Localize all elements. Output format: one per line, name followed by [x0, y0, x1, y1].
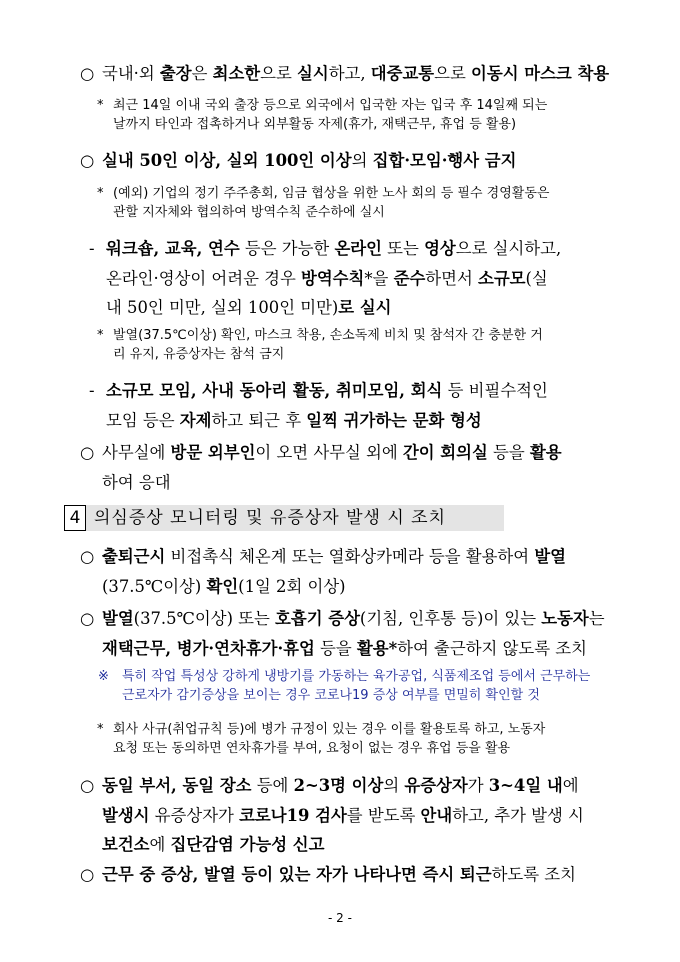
bullet-marker: ○: [80, 151, 95, 170]
bold-text: 워크숍, 교육, 연수: [106, 239, 240, 258]
text-run: 하고, 추가 발생 시: [452, 805, 584, 825]
text-run: (기침, 인후통 등)이 있는: [359, 609, 542, 628]
text-run: 사무실에: [102, 443, 171, 462]
bullet-marker: ○: [80, 776, 95, 795]
text-line: [122, 669, 590, 685]
page-number: - 2 -: [328, 911, 352, 925]
text-line: [113, 347, 284, 363]
text-run: (37.5℃이상) 또는: [133, 609, 276, 628]
bold-text: 유증상자: [404, 776, 468, 795]
bold-text: 코로나19 검사: [239, 805, 347, 825]
text-line: [102, 473, 171, 493]
text-run: (실: [525, 268, 548, 288]
text-line: [102, 443, 562, 463]
text-run: 회사 사규(취업규칙 등)에 병가 규정이 있는 경우 이를 활용토록 하고, 노동자: [113, 722, 546, 737]
text-run: 에: [562, 776, 579, 795]
text-line: [113, 186, 549, 202]
bullet-marker: ○: [80, 865, 95, 884]
text-run: (1일 2회 이상): [238, 576, 346, 596]
bold-text: 최소한: [212, 64, 261, 83]
bold-text: 자제: [179, 410, 212, 430]
text-run: 리 유지, 유증상자는 참석 금지: [113, 347, 285, 362]
text-run: 또는: [381, 239, 425, 258]
text-run: 하고,: [328, 64, 371, 83]
text-run: 으로: [434, 64, 472, 83]
bullet-marker: *: [97, 722, 104, 737]
bullet-marker: ○: [80, 609, 95, 628]
text-line: [122, 688, 540, 704]
bold-text: 방역수칙: [301, 268, 365, 288]
bullet-marker: ○: [80, 64, 95, 83]
text-line: [102, 776, 579, 796]
bold-text: 로 실시: [338, 298, 392, 317]
bold-text: 동일 부서, 동일 장소: [102, 776, 252, 795]
bold-text: 소규모 모임, 사내 동아리 활동, 취미모임, 회식: [106, 381, 443, 400]
text-run: 최근 14일 이내 국외 출장 등으로 외국에서 입국한 자는 입국 후 14일째 되는: [113, 98, 548, 113]
text-line: [102, 835, 324, 855]
text-run: 의: [383, 776, 405, 795]
text-run: 등을: [487, 443, 530, 462]
text-run: 이 오면 사무실 외에: [255, 443, 403, 462]
bold-text: 활용: [529, 443, 562, 462]
text-line: [106, 239, 561, 259]
text-run: 하여 응대: [102, 472, 171, 492]
bold-text: 준수: [393, 268, 426, 288]
text-run: 은: [191, 64, 213, 83]
bold-text: 방문 외부인: [170, 443, 256, 462]
text-run: 하면서: [425, 268, 478, 288]
text-line: [102, 609, 605, 629]
bold-text: 2~3명 이상: [293, 776, 384, 795]
text-run: (예외) 기업의 정기 주주총회, 임금 협상을 위한 노사 회의 등 필수 경영활동은: [113, 186, 550, 201]
bold-text: 집단감염 가능성 신고: [170, 835, 325, 854]
bold-text: 발열: [534, 547, 566, 566]
text-run: 온라인·영상이 어려운 경우: [106, 268, 302, 288]
text-line: [113, 741, 510, 757]
bold-text: 발열: [102, 609, 134, 628]
bold-text: 3~4일 내: [488, 776, 563, 795]
bold-text: 노동자: [541, 609, 589, 628]
bullet-marker: *: [97, 98, 104, 113]
text-run: 하여 출근하지 않도록 조치: [397, 638, 587, 658]
text-line: [106, 381, 548, 401]
text-line: [113, 328, 543, 344]
text-run: 발열(37.5℃이상) 확인, 마스크 착용, 손소독제 비치 및 참석자 간 충분한 거: [113, 328, 543, 343]
bold-text: 확인: [206, 576, 239, 596]
text-line: [113, 98, 547, 114]
bold-text: 일찍 귀가하는 문화 형성: [306, 410, 482, 430]
text-run: 유증상자가: [149, 805, 240, 825]
bold-text: 출퇴근시: [102, 547, 166, 566]
text-run: 국내·외: [102, 64, 160, 83]
bold-text: 호흡기 증상: [275, 609, 360, 628]
text-run: 근로자가 감기증상을 보이는 경우 코로나19 증상 여부를 면밀히 확인할 것: [122, 688, 540, 703]
bold-text: 출장: [159, 64, 192, 83]
text-run: 하고 퇴근 후: [211, 410, 307, 430]
text-run: 비접촉식 체온계 또는 열화상카메라 등을 활용하여: [165, 547, 535, 566]
text-run: 관할 지자체와 협의하여 방역수칙 준수하에 실시: [113, 205, 385, 220]
text-run: 하도록 조치: [491, 865, 576, 884]
bullet-marker: ○: [80, 443, 95, 462]
text-line: [106, 269, 548, 289]
text-run: 등을: [314, 638, 357, 658]
text-line: [102, 639, 587, 659]
text-run: 의: [351, 151, 373, 170]
bold-text: 이동시 마스크 착용: [471, 64, 610, 83]
bold-text: 소규모: [478, 268, 526, 288]
text-line: [102, 547, 566, 567]
text-run: 등에: [251, 776, 294, 795]
text-run: 요청 또는 동의하면 연차휴가를 부여, 요청이 없는 경우 휴업 등을 활용: [113, 741, 511, 756]
text-run: 에: [149, 835, 171, 854]
bold-text: 활용*: [356, 638, 398, 658]
text-run: 가: [467, 776, 489, 795]
bullet-marker: ※: [98, 669, 109, 684]
bold-text: 대중교통: [370, 64, 435, 83]
text-run: 는: [588, 609, 605, 628]
section-number: 4: [64, 505, 86, 531]
bullet-marker: ○: [80, 547, 95, 566]
text-line: [113, 722, 545, 738]
bullet-marker: *: [97, 328, 104, 343]
bold-text: 발생시: [102, 805, 150, 825]
text-run: 를 받도록: [346, 805, 421, 825]
text-line: [113, 117, 516, 133]
text-line: [102, 577, 346, 597]
text-run: *을: [364, 268, 394, 288]
text-line: [102, 151, 516, 171]
bullet-marker: -: [89, 381, 95, 400]
text-run: 모임 등은: [106, 410, 180, 430]
bold-text: 보건소: [102, 835, 150, 854]
text-run: 내 50인 미만, 실외 100인 미만): [106, 298, 339, 317]
bold-text: 영상: [424, 239, 456, 258]
text-run: 날까지 타인과 접촉하거나 외부활동 자제(휴가, 재택근무, 휴업 등 활용): [113, 117, 517, 132]
text-run: (37.5℃이상): [102, 576, 207, 596]
bullet-marker: -: [89, 239, 95, 258]
bold-text: 온라인: [334, 239, 382, 258]
bold-text: 집합·모임·행사 금지: [372, 151, 517, 170]
section-title: 의심증상 모니터링 및 유증상자 발생 시 조치: [94, 508, 447, 528]
text-line: [102, 865, 576, 885]
text-run: 으로 실시하고,: [455, 239, 562, 258]
text-line: [113, 205, 385, 221]
bold-text: 실내 50인 이상, 실외 100인 이상: [102, 151, 352, 170]
text-run: 특히 작업 특성상 강하게 냉방기를 가동하는 육가공업, 식품제조업 등에서 근무하는: [122, 669, 591, 684]
bullet-marker: *: [97, 186, 104, 201]
text-line: [106, 298, 392, 318]
bold-text: 간이 회의실: [402, 443, 488, 462]
bold-text: 재택근무, 병가·연차휴가·휴업: [102, 638, 315, 658]
bold-text: 실시: [297, 64, 329, 83]
text-line: [106, 411, 482, 431]
text-run: 등 비필수적인: [442, 381, 548, 400]
bold-text: 안내: [420, 805, 453, 825]
bold-text: 근무 중 증상, 발열 등이 있는 자가 나타나면 즉시 퇴근: [102, 865, 492, 884]
text-line: [102, 64, 609, 84]
text-line: [102, 806, 584, 826]
text-run: 등은 가능한: [239, 239, 335, 258]
text-run: 으로: [260, 64, 298, 83]
